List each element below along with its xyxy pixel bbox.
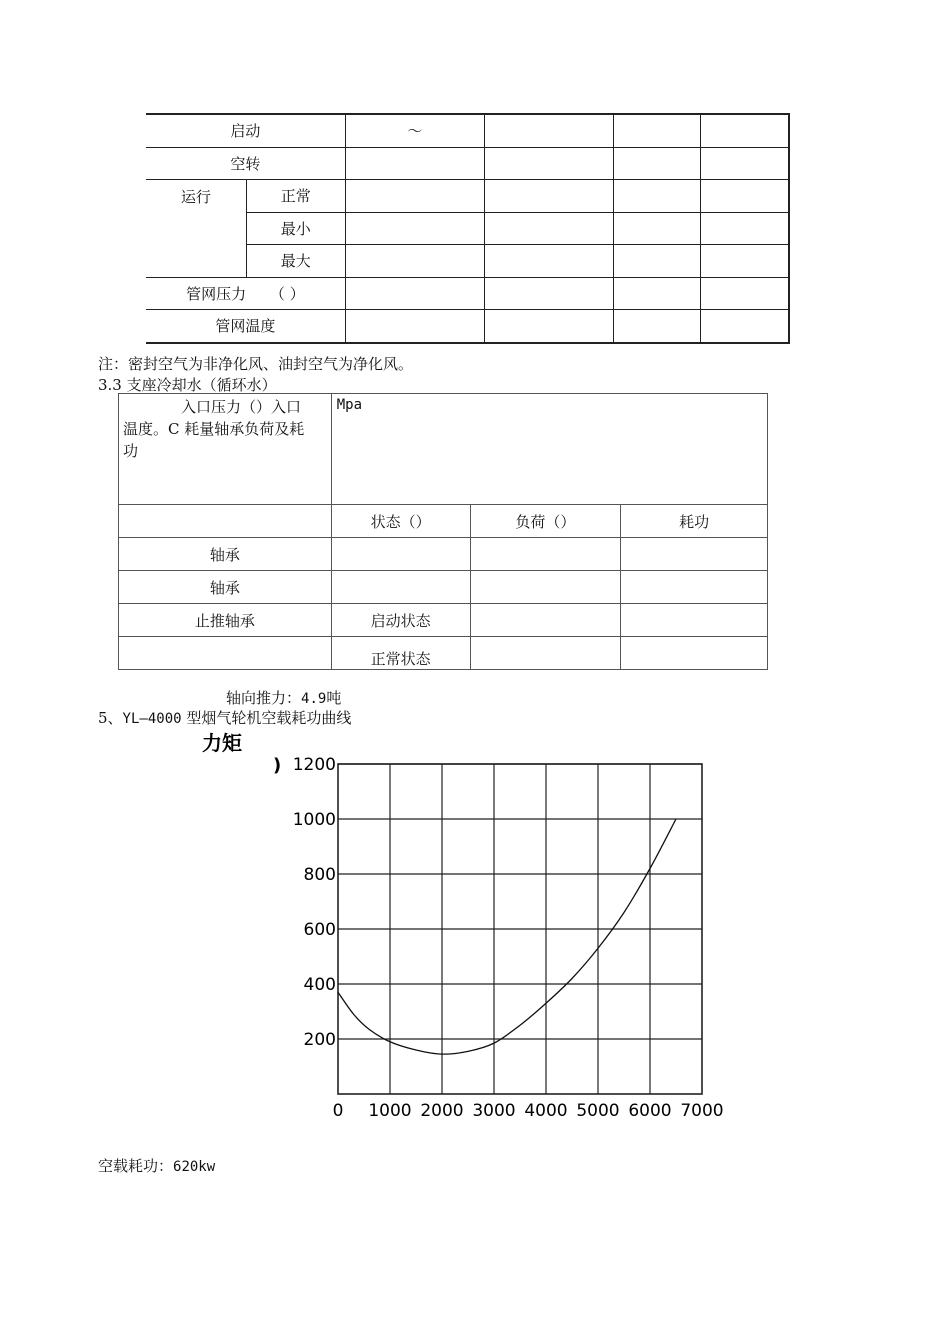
chart-grid bbox=[338, 764, 702, 1094]
chart-y-tick-label: 400 bbox=[303, 975, 336, 995]
row-label-pipe-pressure: 管网压力 （ ） bbox=[146, 277, 345, 310]
chart-y-tick-label: 200 bbox=[303, 1030, 336, 1050]
thrust-bearing-label: 止推轴承 bbox=[119, 604, 332, 637]
cooling-water-params: 入口压力（）入口 温度。C 耗量轴承负荷及耗 功 bbox=[119, 394, 332, 505]
row-label-startup: 启动 bbox=[146, 114, 345, 147]
chart-ticks bbox=[293, 755, 724, 1121]
chart-x-tick-label: 4000 bbox=[524, 1101, 568, 1121]
chart-x-tick-label: 6000 bbox=[628, 1101, 672, 1121]
chart-y-tick-label: 1200 bbox=[292, 755, 336, 775]
table-row bbox=[146, 180, 789, 213]
chart-y-tick-label: 600 bbox=[303, 920, 336, 940]
table-row bbox=[119, 571, 768, 604]
header-state: 状态（） bbox=[331, 505, 470, 538]
table-row bbox=[119, 637, 768, 670]
seal-air-note: 注：密封空气为非净化风、油封空气为净化风。 bbox=[98, 355, 414, 373]
row-label-normal: 正常 bbox=[246, 180, 345, 213]
table-row bbox=[119, 394, 768, 505]
table-row bbox=[119, 538, 768, 571]
chart-x-tick-label: 7000 bbox=[680, 1101, 724, 1121]
startup-state: 启动状态 bbox=[331, 604, 470, 637]
startup-range: ～ bbox=[345, 114, 484, 147]
no-load-power: 空载耗功：620kw bbox=[98, 1157, 216, 1175]
chart-x-tick-label: 2000 bbox=[420, 1101, 464, 1121]
chart-x-tick-label: 5000 bbox=[576, 1101, 620, 1121]
header-load: 负荷（） bbox=[470, 505, 621, 538]
chart-series-line bbox=[338, 819, 676, 1054]
row-label-max: 最大 bbox=[246, 245, 345, 278]
pressure-unit: Mpa bbox=[331, 394, 767, 505]
table-row bbox=[146, 114, 789, 147]
table-row bbox=[119, 604, 768, 637]
chart-ylabel: 力矩 bbox=[202, 731, 242, 755]
table-row bbox=[119, 505, 768, 538]
header-power: 耗功 bbox=[621, 505, 768, 538]
row-label-running: 运行 bbox=[146, 180, 246, 278]
row-label-min: 最小 bbox=[246, 212, 345, 245]
section-5-heading: 5、YL—4000 型烟气轮机空载耗功曲线 bbox=[98, 709, 352, 727]
no-load-power-chart bbox=[202, 730, 740, 1130]
normal-state: 正常状态 bbox=[331, 637, 470, 670]
chart-x-tick-label: 3000 bbox=[472, 1101, 516, 1121]
chart-x-tick-label: 1000 bbox=[368, 1101, 412, 1121]
table-row bbox=[146, 277, 789, 310]
cooling-water-table bbox=[118, 393, 768, 670]
row-label-pipe-temp: 管网温度 bbox=[215, 317, 276, 336]
chart-y-tick-label: 1000 bbox=[292, 810, 336, 830]
operating-conditions-table bbox=[146, 113, 790, 344]
table-row bbox=[146, 310, 789, 343]
chart-y-tick-label: 800 bbox=[303, 865, 336, 885]
row-label-idle: 空转 bbox=[146, 147, 345, 180]
axial-thrust: 轴向推力：4.9吨 bbox=[226, 689, 342, 707]
bearing-label: 轴承 bbox=[119, 571, 332, 604]
section-3-3-heading: 3.3 支座冷却水（循环水） bbox=[98, 376, 277, 394]
chart-x-tick-label: 0 bbox=[332, 1101, 344, 1121]
chart-ylabel-partial: ) bbox=[273, 755, 282, 776]
table-row bbox=[146, 147, 789, 180]
bearing-label: 轴承 bbox=[119, 538, 332, 571]
